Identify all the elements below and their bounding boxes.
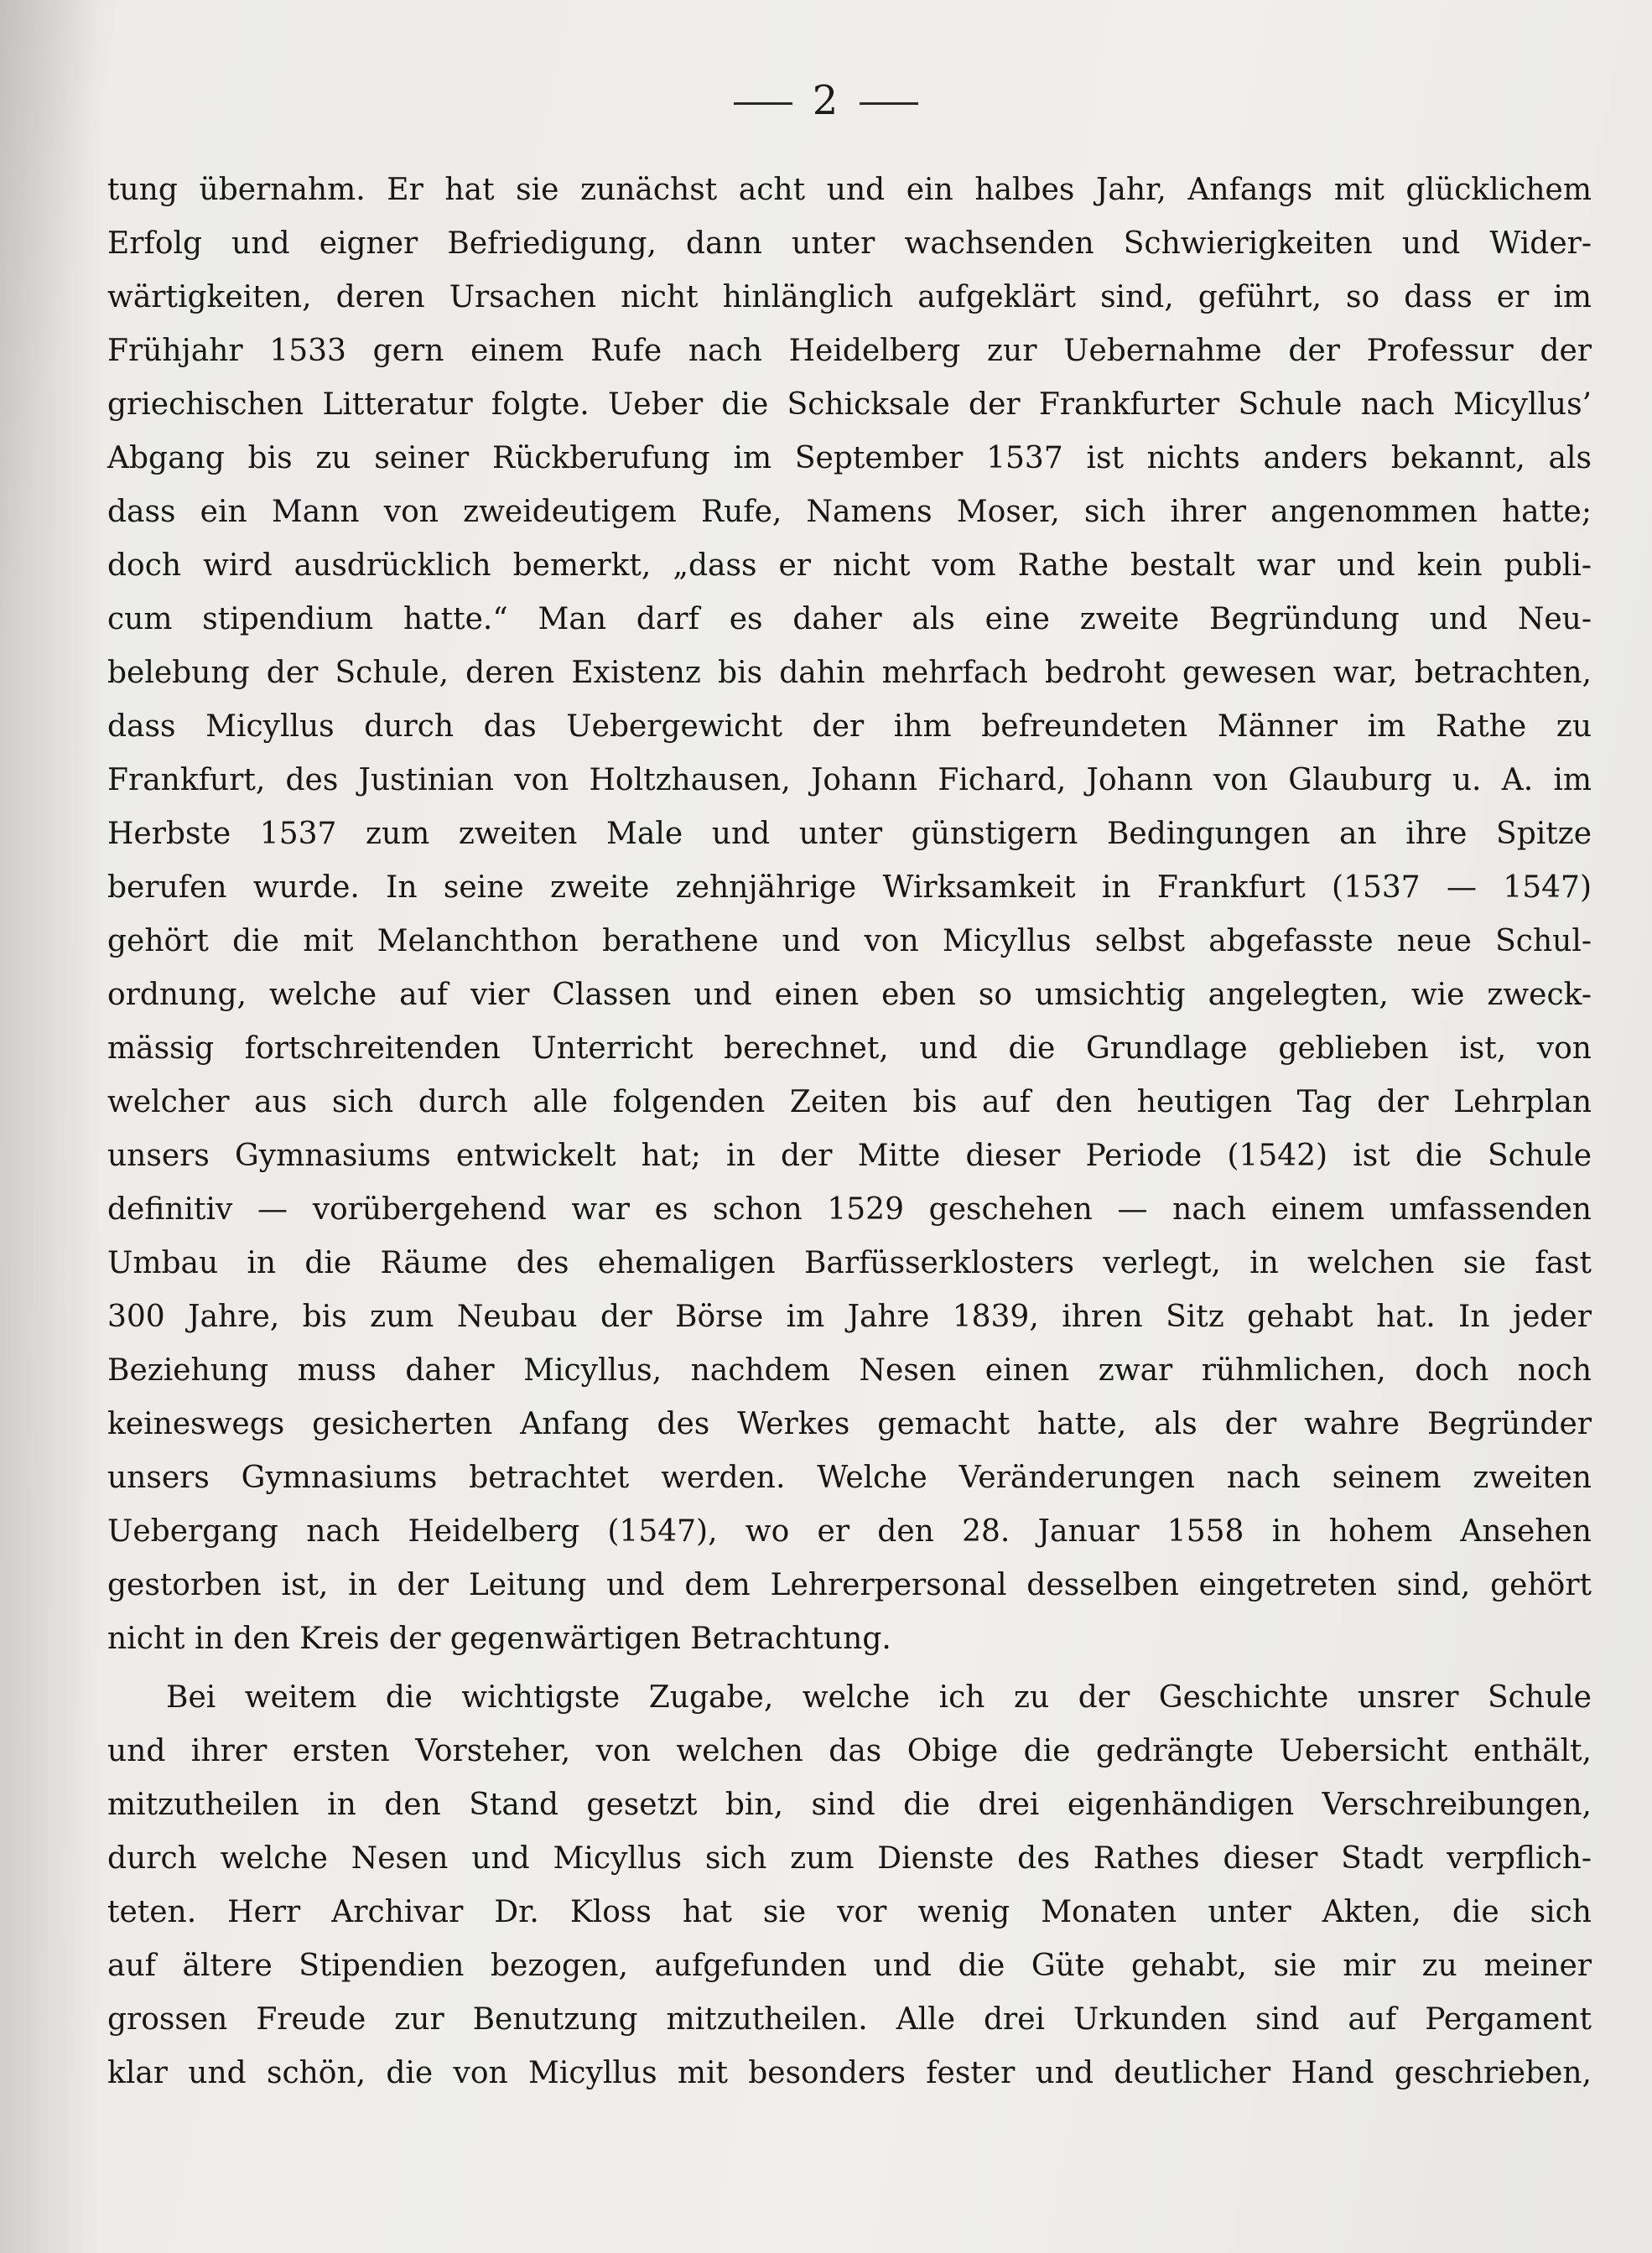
text-line: 300 Jahre, bis zum Neubau der Börse im Jahre 1839, ihren Sitz gehabt hat. In jeder xyxy=(107,1300,1592,1334)
text-line: doch wird ausdrücklich bemerkt, „dass er nicht vom Rathe bestalt war und kein publi- xyxy=(107,548,1592,583)
left-dash xyxy=(734,102,792,105)
paragraph-2 xyxy=(107,1671,1592,2100)
text-line: Umbau in die Räume des ehemaligen Barfüsserklosters verlegt, in welchen sie fast xyxy=(107,1246,1592,1280)
body-text xyxy=(107,164,1592,2100)
text-line: unsers Gymnasiums entwickelt hat; in der Mitte dieser Periode (1542) ist die Schule xyxy=(107,1139,1592,1173)
text-line: Uebergang nach Heidelberg (1547), wo er den 28. Januar 1558 in hohem Ansehen xyxy=(107,1514,1592,1549)
text-line: definitiv — vorübergehend war es schon 1529 geschehen — nach einem umfassenden xyxy=(107,1192,1592,1227)
text-line: gestorben ist, in der Leitung und dem Lehrerpersonal desselben eingetreten sind, gehört xyxy=(107,1568,1592,1602)
text-line: und ihrer ersten Vorsteher, von welchen das Obige die gedrängte Uebersicht enthält, xyxy=(107,1734,1592,1768)
text-line: tung übernahm. Er hat sie zunächst acht und ein halbes Jahr, Anfangs mit glücklichem xyxy=(107,173,1592,207)
text-line: wärtigkeiten, deren Ursachen nicht hinlänglich aufgeklärt sind, geführt, so dass er im xyxy=(107,280,1592,314)
text-line: cum stipendium hatte.“ Man darf es daher als eine zweite Begründung und Neu- xyxy=(107,602,1592,636)
text-line: Erfolg und eigner Befriedigung, dann unter wachsenden Schwierigkeiten und Wider- xyxy=(107,226,1592,261)
text-line: Herbste 1537 zum zweiten Male und unter günstigern Bedingungen an ihre Spitze xyxy=(107,817,1592,851)
text-line: berufen wurde. In seine zweite zehnjährige Wirksamkeit in Frankfurt (1537 — 1547) xyxy=(107,870,1592,905)
page-number-header xyxy=(0,77,1652,124)
text-line: mässig fortschreitenden Unterricht berechnet, und die Grundlage geblieben ist, von xyxy=(107,1031,1592,1066)
text-line: gehört die mit Melanchthon berathene und von Micyllus selbst abgefasste neue Schul- xyxy=(107,924,1592,958)
right-dash xyxy=(860,102,918,105)
text-line: nicht in den Kreis der gegenwärtigen Betrachtung. xyxy=(107,1622,891,1656)
text-line: keineswegs gesicherten Anfang des Werkes gemacht hatte, als der wahre Begründer xyxy=(107,1407,1592,1441)
text-line: dass ein Mann von zweideutigem Rufe, Namens Moser, sich ihrer angenommen hatte; xyxy=(107,495,1592,529)
text-line: Abgang bis zu seiner Rückberufung im September 1537 ist nichts anders bekannt, als xyxy=(107,441,1592,475)
text-line: teten. Herr Archivar Dr. Kloss hat sie vor wenig Monaten unter Akten, die sich xyxy=(107,1895,1592,1929)
text-line: mitzutheilen in den Stand gesetzt bin, sind die drei eigenhändigen Verschreibungen, xyxy=(107,1788,1592,1822)
text-line: belebung der Schule, deren Existenz bis dahin mehrfach bedroht gewesen war, betrachten, xyxy=(107,656,1592,690)
text-line: unsers Gymnasiums betrachtet werden. Welche Veränderungen nach seinem zweiten xyxy=(107,1461,1592,1495)
text-line: Bei weitem die wichtigste Zugabe, welche ich zu der Geschichte unsrer Schule xyxy=(166,1680,1592,1715)
text-line: welcher aus sich durch alle folgenden Zeiten bis auf den heutigen Tag der Lehrplan xyxy=(107,1085,1592,1119)
text-line: auf ältere Stipendien bezogen, aufgefunden und die Güte gehabt, sie mir zu meiner xyxy=(107,1949,1592,1983)
text-line: dass Micyllus durch das Uebergewicht der ihm befreundeten Männer im Rathe zu xyxy=(107,709,1592,744)
text-line: ordnung, welche auf vier Classen und einen eben so umsichtig angelegten, wie zweck- xyxy=(107,978,1592,1012)
text-line: Frühjahr 1533 gern einem Rufe nach Heidelberg zur Uebernahme der Professur der xyxy=(107,334,1592,368)
text-line: Beziehung muss daher Micyllus, nachdem Nesen einen zwar rühmlichen, doch noch xyxy=(107,1353,1592,1388)
text-line: klar und schön, die von Micyllus mit besonders fester und deutlicher Hand geschrieben, xyxy=(107,2056,1592,2090)
text-line: grossen Freude zur Benutzung mitzutheilen. Alle drei Urkunden sind auf Pergament xyxy=(107,2002,1592,2037)
text-line: griechischen Litteratur folgte. Ueber die Schicksale der Frankfurter Schule nach Micyllus’ xyxy=(107,387,1592,422)
page-number: 2 xyxy=(812,77,840,124)
paragraph-1 xyxy=(107,164,1592,1666)
text-line: Frankfurt, des Justinian von Holtzhausen, Johann Fichard, Johann von Glauburg u. A. im xyxy=(107,763,1592,797)
text-line: durch welche Nesen und Micyllus sich zum Dienste des Rathes dieser Stadt verpflich- xyxy=(107,1841,1592,1876)
